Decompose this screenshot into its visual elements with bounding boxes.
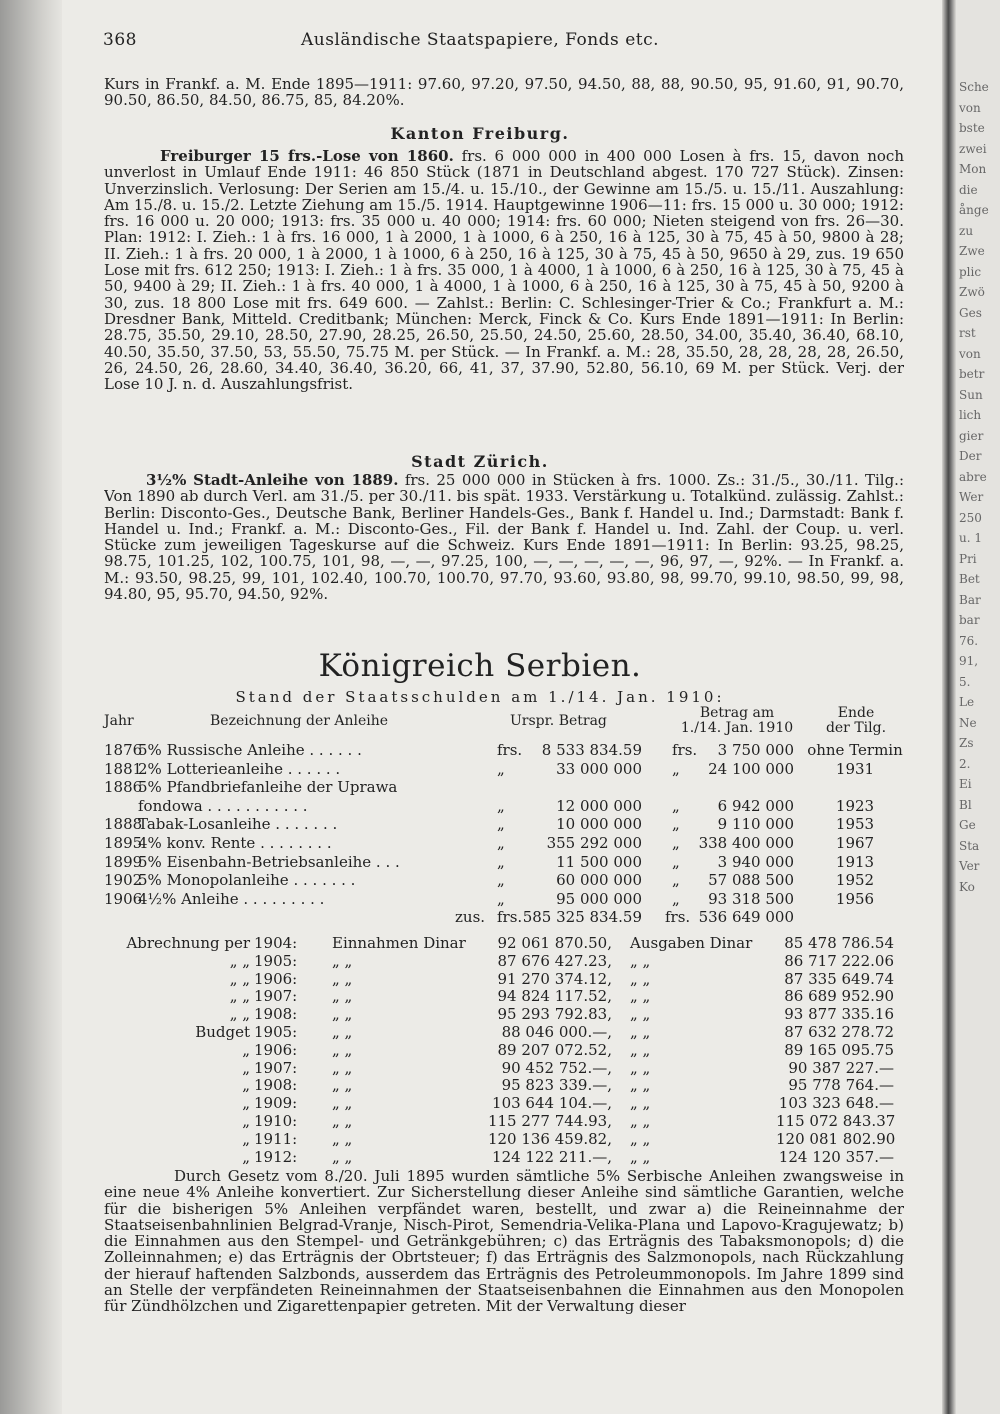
facing-page-fragment: Ne — [959, 715, 977, 730]
account-ein: „ „ — [332, 1076, 353, 1095]
facing-page-fragment: 5. — [959, 674, 971, 689]
debt-cur1: „ — [497, 852, 505, 871]
account-v2: 124 120 357.— — [778, 1147, 894, 1166]
debt-cur2: „ — [672, 815, 680, 834]
debt-year: 1876 — [104, 741, 143, 759]
debt-cur2: „ — [672, 796, 680, 815]
facing-page-fragment: Le — [959, 695, 975, 709]
account-ein: „ „ — [332, 1005, 353, 1024]
debt-row — [0, 797, 940, 813]
debt-amount: 6 942 000 — [717, 796, 794, 815]
account-label: „ „ — [229, 1005, 250, 1024]
debt-cur2: „ — [672, 852, 680, 871]
debt-table-subtitle: Stand der Staatsschulden am 1./14. Jan. 1910: — [235, 688, 725, 706]
debt-year: 1895 — [104, 834, 143, 852]
facing-page-fragment: betr — [959, 367, 985, 381]
account-label: „ „ — [229, 969, 250, 988]
account-aus: „ „ — [630, 1005, 651, 1024]
facing-page-fragment: Zwe — [959, 244, 985, 258]
facing-page-strip — [956, 0, 1000, 1414]
facing-page-fragment: Ei — [959, 777, 972, 791]
facing-page-fragment: Zs — [959, 736, 974, 750]
account-ein: „ „ — [332, 1112, 353, 1130]
debt-orig: 11 500 000 — [556, 852, 642, 871]
debt-row — [0, 871, 940, 890]
account-v1: 92 061 870.50, — [497, 934, 612, 952]
account-year: 1906: — [254, 1040, 298, 1059]
facing-page-fragment: Zwö — [959, 285, 985, 299]
debt-end: 1931 — [835, 759, 875, 778]
facing-page-fragment: gier — [959, 428, 984, 443]
account-v1: 89 207 072.52, — [497, 1040, 612, 1059]
debt-name: 5% Eisenbahn-Betriebsanleihe . . . — [138, 852, 400, 871]
account-v1: 120 136 459.82, — [487, 1129, 612, 1148]
debt-year: 1881 — [104, 759, 143, 778]
facing-page-fragment: Sche — [959, 80, 989, 94]
account-year: 1912: — [254, 1147, 298, 1166]
account-aus: „ „ — [630, 1023, 651, 1041]
account-ein: „ „ — [332, 1023, 353, 1041]
account-row — [0, 987, 940, 1006]
account-row — [0, 1059, 940, 1075]
debt-orig: 60 000 000 — [556, 871, 642, 890]
debt-amount: 338 400 000 — [698, 834, 794, 852]
debt-cur2: „ — [672, 871, 680, 890]
facing-page-fragment: Bl — [959, 797, 972, 812]
debt-amount: 24 100 000 — [708, 759, 794, 778]
debt-cur1: „ — [497, 834, 505, 852]
zurich-heading: Stadt Zürich. — [411, 452, 549, 471]
debt-orig: 33 000 000 — [556, 759, 642, 778]
debt-end: 1923 — [835, 796, 875, 815]
account-year: 1907: — [254, 1058, 298, 1077]
facing-page-fragment: Mon — [959, 162, 987, 176]
facing-page-fragment: Ges — [959, 305, 982, 320]
facing-page-fragment: Sun — [959, 387, 983, 402]
account-v2: 95 778 764.— — [788, 1076, 894, 1095]
account-aus: „ „ — [630, 987, 651, 1006]
account-aus: „ „ — [630, 951, 651, 970]
account-label: „ — [242, 1040, 250, 1059]
account-v2: 103 323 648.— — [778, 1094, 894, 1113]
debt-orig: 12 000 000 — [556, 796, 642, 815]
col-urspr-betrag: Urspr. Betrag — [510, 713, 607, 729]
facing-page-fragment: Wer — [959, 490, 984, 504]
account-aus: „ „ — [630, 1094, 651, 1113]
account-row — [0, 1112, 940, 1128]
col-der-tilg: der Tilg. — [825, 720, 887, 736]
account-v2: 86 689 952.90 — [784, 987, 894, 1006]
freiburg-loan-title: Freiburger 15 frs.-Lose von 1860. — [160, 148, 454, 165]
facing-page-fragment: lich — [959, 408, 982, 422]
freiburg-paragraph — [104, 148, 904, 440]
facing-page-fragment: 2. — [959, 756, 971, 771]
account-v1: 87 676 427.23, — [497, 951, 612, 970]
debt-cur2: „ — [672, 889, 680, 908]
debt-cur1: „ — [497, 759, 505, 778]
facing-page-fragment: Pri — [959, 551, 977, 566]
col-ende-label: Ende — [837, 705, 875, 721]
debt-orig: 8 533 834.59 — [541, 741, 642, 759]
account-v2: 120 081 802.90 — [776, 1129, 896, 1148]
debt-orig: 10 000 000 — [556, 815, 642, 834]
zurich-paragraph — [104, 472, 904, 620]
debt-cur1: frs. — [497, 741, 523, 759]
account-v2: 89 165 095.75 — [784, 1040, 894, 1059]
account-v1: 94 824 117.52, — [497, 987, 612, 1006]
col-betrag-date: 1./14. Jan. 1910 — [680, 720, 794, 736]
account-v1: 95 823 339.—, — [501, 1076, 612, 1095]
debt-cur1: „ — [497, 871, 505, 890]
debt-year: 1899 — [104, 852, 143, 871]
facing-page-fragment: zwei — [959, 141, 987, 156]
col-jahr: Jahr — [104, 713, 134, 729]
account-row — [0, 1023, 940, 1039]
binding-shadow — [0, 0, 62, 1414]
freiburg-heading: Kanton Freiburg. — [390, 124, 570, 143]
account-aus: „ „ — [630, 1040, 651, 1059]
facing-page-fragment: Ge — [959, 818, 976, 832]
account-label: „ — [242, 1058, 250, 1077]
debt-year: 1902 — [104, 871, 143, 890]
debt-orig: 95 000 000 — [556, 889, 642, 908]
account-ein: Einnahmen Dinar — [332, 934, 466, 952]
account-year: 1905: — [254, 1023, 298, 1041]
debt-cur1: „ — [497, 796, 505, 815]
debt-row — [0, 741, 940, 757]
account-v1: 88 046 000.—, — [501, 1023, 612, 1041]
account-year: 1907: — [254, 987, 298, 1006]
debt-cur2: frs. — [672, 741, 698, 759]
facing-page-fragment: Der — [959, 449, 982, 463]
zurich-body: frs. 25 000 000 in Stücken à frs. 1000. Zs.: 31./5., 30./11. Tilg.: Von 1890 ab durch Verl. am 31./5. per 30./11. bis spät. 1933. Verstärkung u. Totalkünd. zulässig. Zahlst.: Berlin: Disconto-Ges., Deutsche Bank, Berliner Handels-Ges., Bank f. Handel u. Ind.; Darmstadt: Bank f. Handel u. Ind.; Frankf. a. M.: Disconto-Ges., Fil. der Bank f. Handel u. Ind. Zahl. der Coup. u. verl. Stücke zum jeweiligen Tageskurse auf die Schweiz. Kurs Ende 1891—1911: In Berlin: 93.25, 98.25, 98.75, 101.25, 102, 100.75, 101, 98, —, —, 97.25, 100, —, —, —, —, —, 96, 97, —, 92%. — In Frankf. a. M.: 93.50, 98.25, 99, 101, 102.40, 100.70, 100.70, 97.70, 93.60, 93.80, 98, 99.70, 99.10, 98.50, 99, 98, 94.80, 95, 95.70, 94.50, 92%. — [104, 472, 904, 604]
facing-page-fragment: 250 — [959, 510, 982, 525]
facing-page-fragment: von — [959, 100, 981, 115]
account-row — [0, 1005, 940, 1024]
debt-cur1: „ — [497, 815, 505, 834]
account-label: „ „ — [229, 951, 250, 970]
account-row — [0, 970, 940, 986]
facing-page-fragment: bste — [959, 121, 985, 135]
account-v1: 90 452 752.—, — [501, 1058, 612, 1077]
account-v1: 115 277 744.93, — [487, 1112, 612, 1130]
account-year: 1911: — [254, 1129, 298, 1148]
account-label: Budget — [195, 1023, 250, 1041]
debt-amount: 3 940 000 — [717, 852, 794, 871]
account-aus: „ „ — [630, 1076, 651, 1095]
account-ein: „ „ — [332, 1129, 353, 1148]
intro-kurs-paragraph: Kurs in Frankf. a. M. Ende 1895—1911: 97.60, 97.20, 97.50, 94.50, 88, 88, 90.50, 95, 91.60, 91, 90.70, 90.50, 86.50, 84.50, 86.75, 85, 84.20%. — [104, 76, 904, 110]
account-aus: Ausgaben Dinar — [630, 934, 753, 952]
debt-name: fondowa . . . . . . . . . . . — [138, 796, 308, 815]
debt-name: 4% konv. Rente . . . . . . . . — [138, 834, 332, 852]
account-aus: „ „ — [630, 1147, 651, 1166]
debt-year: 1886 — [104, 778, 143, 797]
running-title: Ausländische Staatspapiere, Fonds etc. — [300, 30, 660, 50]
debt-cur2: „ — [672, 834, 680, 852]
account-v1: 95 293 792.83, — [497, 1005, 612, 1024]
zurich-loan-title: 3½% Stadt-Anleihe von 1889. — [146, 472, 399, 489]
debt-row — [0, 760, 940, 776]
account-row — [0, 1130, 940, 1146]
debt-amount: 93 318 500 — [708, 889, 794, 908]
col-betrag-am-label: Betrag am — [699, 705, 775, 721]
debt-year: 1888 — [104, 815, 143, 834]
account-label: Abrechnung per — [126, 934, 250, 952]
facing-page-fragment: u. 1 — [959, 531, 982, 545]
account-v2: 115 072 843.37 — [776, 1112, 896, 1130]
freiburg-body: frs. 6 000 000 in 400 000 Losen à frs. 15, davon noch unverlost in Umlauf Ende 1911: 46 850 Stück (1871 in Deutschland abgest. 170 727 Stück). Zinsen: Unverzinslich. Verlosung: Der Serien am 15./4. u. 15./10., der Gewinne am 15./5. u. 15./11. Auszahlung: Am 15./8. u. 15./2. Letzte Ziehung am 15./5. 1914. Hauptgewinne 1906—11: frs. 15 000 u. 30 000; 1912: frs. 16 000 u. 20 000; 1913: frs. 35 000 u. 40 000; 1914: frs. 60 000; Nieten steigend von frs. 26—30. Plan: 1912: I. Zieh.: 1 à frs. 16 000, 1 à 2000, 1 à 1000, 6 à 250, 16 à 125, 30 à 75, 45 à 50, 9800 à 28; II. Zieh.: 1 à frs. 20 000, 1 à 2000, 1 à 1000, 6 à 250, 16 à 125, 30 à 75, 45 à 50, 9650 à 29, zus. 19 650 Lose mit frs. 612 250; 1913: I. Zieh.: 1 à frs. 35 000, 1 à 4000, 1 à 1000, 6 à 250, 16 à 125, 30 à 75, 45 à 50, 9400 à 29; II. Zieh.: 1 à frs. 40 000, 1 à 4000, 1 à 1000, 6 à 250, 16 à 125, 30 à 75, 45 à 50, 9200 à 30, zus. 18 800 Lose mit frs. 649 600. — Zahlst.: Berlin: C. Schlesinger-Trier & Co.; Frankfurt a. M.: Dresdner Bank, Mitteld. Creditbank; München: Merck, Finck & Co. Kurs Ende 1891—1911: In Berlin: 28.75, 35.50, 29.10, 28.50, 27.90, 28.25, 26.50, 25.50, 24.50, 25.60, 28.50, 34.00, 35.40, 36.40, 68.10, 40.50, 35.50, 37.50, 53, 55.50, 75.75 M. per Stück. — In Frankf. a. M.: 28, 35.50, 28, 28, 28, 28, 26.50, 26, 24.50, 26, 28.60, 34.40, 36.40, 36.20, 66, 41, 37, 37.90, 52.80, 56.10, 69 M. per Stück. Verj. der Lose 10 J. n. d. Auszahlungsfrist. — [104, 148, 904, 394]
account-v1: 103 644 104.—, — [492, 1094, 612, 1113]
debt-year: 1906 — [104, 889, 143, 908]
account-v2: 90 387 227.— — [788, 1058, 894, 1077]
facing-page-fragment: Sta — [959, 838, 980, 853]
account-aus: „ „ — [630, 1112, 651, 1130]
account-label: „ — [242, 1129, 250, 1148]
account-v2: 87 632 278.72 — [784, 1023, 894, 1041]
facing-page-fragment: rst — [959, 326, 976, 340]
account-row — [0, 1094, 940, 1113]
col-bezeichnung: Bezeichnung der Anleihe — [210, 713, 389, 729]
account-label: „ — [242, 1147, 250, 1166]
account-row — [0, 1076, 940, 1095]
account-row — [0, 1041, 940, 1057]
account-ein: „ „ — [332, 1040, 353, 1059]
total-orig: 585 325 834.59 — [522, 908, 642, 926]
account-v2: 87 335 649.74 — [784, 969, 894, 988]
debt-end: 1953 — [835, 815, 875, 834]
facing-page-fragment: Ko — [959, 879, 975, 894]
account-label: „ „ — [229, 987, 250, 1006]
facing-page-fragment: 91, — [959, 654, 979, 668]
facing-page-fragment: Ver — [959, 859, 980, 873]
facing-page-fragment: ånge — [959, 203, 989, 217]
debt-name: 4½% Anleihe . . . . . . . . . — [138, 889, 325, 908]
total-label: zus. — [455, 908, 486, 926]
facing-page-fragment: abre — [959, 469, 987, 484]
total-cur2: frs. — [665, 908, 691, 926]
account-row — [0, 952, 940, 968]
debt-end: 1913 — [835, 852, 875, 871]
debt-orig: 355 292 000 — [546, 834, 642, 852]
account-year: 1905: — [254, 951, 298, 970]
account-year: 1906: — [254, 969, 298, 988]
account-ein: „ „ — [332, 951, 353, 970]
account-year: 1909: — [254, 1094, 298, 1113]
debt-name: 5% Monopolanleihe . . . . . . . — [138, 871, 356, 890]
debt-name: 2% Lotterieanleihe . . . . . . — [138, 759, 341, 778]
col-betrag-am — [668, 706, 806, 736]
debt-end: ohne Termin — [807, 741, 903, 759]
debt-row — [0, 815, 940, 834]
serbien-closing-paragraph: Durch Gesetz vom 8./20. Juli 1895 wurden sämtliche 5% Serbische Anleihen zwangsweise in eine neue 4% Anleihe konvertiert. Zur Sicherstellung dieser Anleihe sind sämtliche Garantien, welche für die bisherigen 5% Anleihen verpfändet waren, bestellt, und zwar a) die Reineinnahme der Staatseisenbahnlinien Belgrad-Vranje, Nisch-Pirot, Semendria-Velika-Plana und Lapovo-Kragujewatz; b) die Einnahmen aus den Stempel- und Getränkgebühren; c) das Erträgnis des Tabaksmonopols; d) die Zolleinnahmen; e) das Erträgnis der Obrtsteuer; f) das Erträgnis des Salzmonopols, nach Rückzahlung der hierauf haftenden Salzbonds, ausserdem das Erträgnis des Petroleummonopols. Im Jahre 1899 sind an Stelle der verpfändeten Reineinnahmen der Staatseisenbahnen die Einnahmen aus den Monopolen für Zündhölzchen und Zigarettenpapier getreten. Mit der Verwaltung dieser — [104, 1168, 904, 1316]
debt-total-row — [0, 908, 940, 924]
debt-row — [0, 834, 940, 850]
total-amount: 536 649 000 — [698, 908, 794, 926]
facing-page-fragment: bar — [959, 613, 980, 627]
debt-amount: 57 088 500 — [708, 871, 794, 890]
account-row — [0, 934, 940, 950]
total-cur1: frs. — [497, 908, 523, 926]
account-year: 1908: — [254, 1005, 298, 1024]
account-ein: „ „ — [332, 987, 353, 1006]
account-ein: „ „ — [332, 1058, 353, 1077]
debt-row — [0, 853, 940, 869]
account-ein: „ „ — [332, 1147, 353, 1166]
facing-page-fragment: plic — [959, 264, 982, 279]
page-fold — [942, 0, 956, 1414]
account-year: 1904: — [254, 934, 298, 952]
account-aus: „ „ — [630, 1058, 651, 1077]
debt-cur2: „ — [672, 759, 680, 778]
account-ein: „ „ — [332, 1094, 353, 1113]
debt-end: 1956 — [835, 889, 875, 908]
account-year: 1910: — [254, 1112, 298, 1130]
account-label: „ — [242, 1112, 250, 1130]
debt-end: 1967 — [835, 834, 875, 852]
debt-amount: 9 110 000 — [717, 815, 794, 834]
account-row — [0, 1148, 940, 1164]
facing-page-fragment: 76. — [959, 633, 979, 648]
debt-row — [0, 778, 940, 797]
facing-page-fragment: von — [959, 346, 981, 361]
col-ende — [810, 706, 902, 736]
account-label: „ — [242, 1076, 250, 1095]
account-year: 1908: — [254, 1076, 298, 1095]
account-label: „ — [242, 1094, 250, 1113]
account-v1: 91 270 374.12, — [497, 969, 612, 988]
debt-name: 5% Pfandbriefanleihe der Uprawa — [138, 778, 398, 797]
debt-cur1: „ — [497, 889, 505, 908]
facing-page-fragment: Bet — [959, 572, 980, 586]
debt-name: Tabak-Losanleihe . . . . . . . — [138, 815, 338, 834]
account-aus: „ „ — [630, 1129, 651, 1148]
account-v2: 85 478 786.54 — [784, 934, 894, 952]
account-aus: „ „ — [630, 969, 651, 988]
facing-page-fragment: die — [959, 182, 978, 197]
facing-page-fragment: Bar — [959, 592, 981, 607]
account-v2: 93 877 335.16 — [784, 1005, 894, 1024]
page-number: 368 — [103, 30, 137, 50]
account-ein: „ „ — [332, 969, 353, 988]
facing-page-fragment: zu — [959, 223, 974, 238]
account-v2: 86 717 222.06 — [784, 951, 894, 970]
serbien-title: Königreich Serbien. — [318, 648, 642, 684]
debt-end: 1952 — [835, 871, 875, 890]
debt-row — [0, 890, 940, 906]
debt-name: 5% Russische Anleihe . . . . . . — [138, 741, 362, 759]
debt-amount: 3 750 000 — [717, 741, 794, 759]
account-v1: 124 122 211.—, — [492, 1147, 612, 1166]
